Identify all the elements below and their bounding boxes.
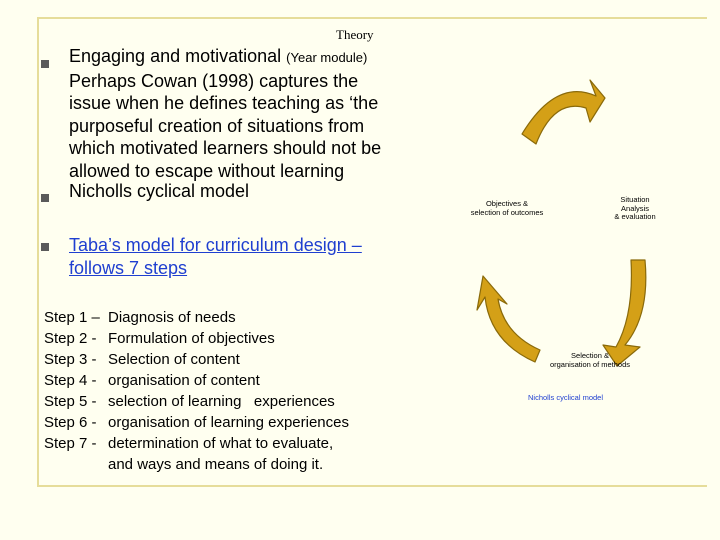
step-row <box>44 370 349 391</box>
top-rule <box>37 17 707 19</box>
cycle-arrow-left <box>477 276 540 362</box>
left-rule <box>37 17 39 485</box>
slide-title: Theory <box>336 27 374 42</box>
step-row <box>44 307 349 328</box>
nicholls-cycle-diagram <box>440 60 680 420</box>
step-description: and ways and means of doing it. <box>108 456 324 473</box>
bullet-1-line: issue when he defines teaching as ‘the <box>69 93 379 113</box>
cycle-arrow-top <box>522 80 605 144</box>
bullet-1-line: which motivated learners should not be <box>69 138 382 158</box>
step-row <box>44 433 349 454</box>
step-description: Diagnosis of needs <box>108 309 236 326</box>
bullet-marker-2 <box>41 194 49 202</box>
diagram-caption: Nicholls cyclical model <box>528 393 604 402</box>
bullet-1-line: Perhaps Cowan (1998) captures the <box>69 70 359 91</box>
step-label: Step 4 - <box>44 372 97 389</box>
taba-link-line-1[interactable]: Taba’s model for curriculum design – <box>69 235 362 255</box>
step-row <box>44 454 349 475</box>
step-label: Step 5 - <box>44 393 97 410</box>
step-description: selection of learning experiences <box>108 393 335 410</box>
step-description: Formulation of objectives <box>108 330 275 347</box>
step-row <box>44 328 349 349</box>
situation-analysis-label: Situation Analysis & evaluation <box>614 195 656 221</box>
bottom-rule <box>37 485 707 487</box>
step-description: organisation of learning experiences <box>108 414 349 431</box>
objectives-label: Objectives & selection of outcomes <box>470 199 544 217</box>
taba-steps-list <box>44 307 349 475</box>
step-label: Step 6 - <box>44 414 97 431</box>
bullet-marker-3 <box>41 243 49 251</box>
step-description: Selection of content <box>108 351 240 368</box>
step-row <box>44 349 349 370</box>
bullet-1-line: allowed to escape without learning <box>69 160 345 181</box>
bullet-nicholls: Nicholls cyclical model <box>69 181 250 201</box>
bullet-marker-1 <box>41 60 49 68</box>
bullet-cowan <box>69 45 381 182</box>
taba-link[interactable] <box>69 234 362 279</box>
step-label: Step 3 - <box>44 351 97 368</box>
step-label: Step 2 - <box>44 330 97 347</box>
cycle-arrow-right <box>603 260 646 366</box>
bullet-1-line: purposeful creation of situations from <box>69 115 365 136</box>
step-description: determination of what to evaluate, <box>108 435 334 452</box>
step-label <box>44 454 108 475</box>
methods-label: Selection & organisation of methods <box>549 351 631 369</box>
step-label: Step 1 – <box>44 309 100 326</box>
bullet-1-aside: (Year module) <box>286 50 368 65</box>
step-description: organisation of content <box>108 372 260 389</box>
step-row <box>44 412 349 433</box>
step-label: Step 7 - <box>44 435 97 452</box>
bullet-1-heading: Engaging and motivational <box>69 46 282 66</box>
step-row <box>44 391 349 412</box>
taba-link-line-2[interactable]: follows 7 steps <box>69 257 188 278</box>
